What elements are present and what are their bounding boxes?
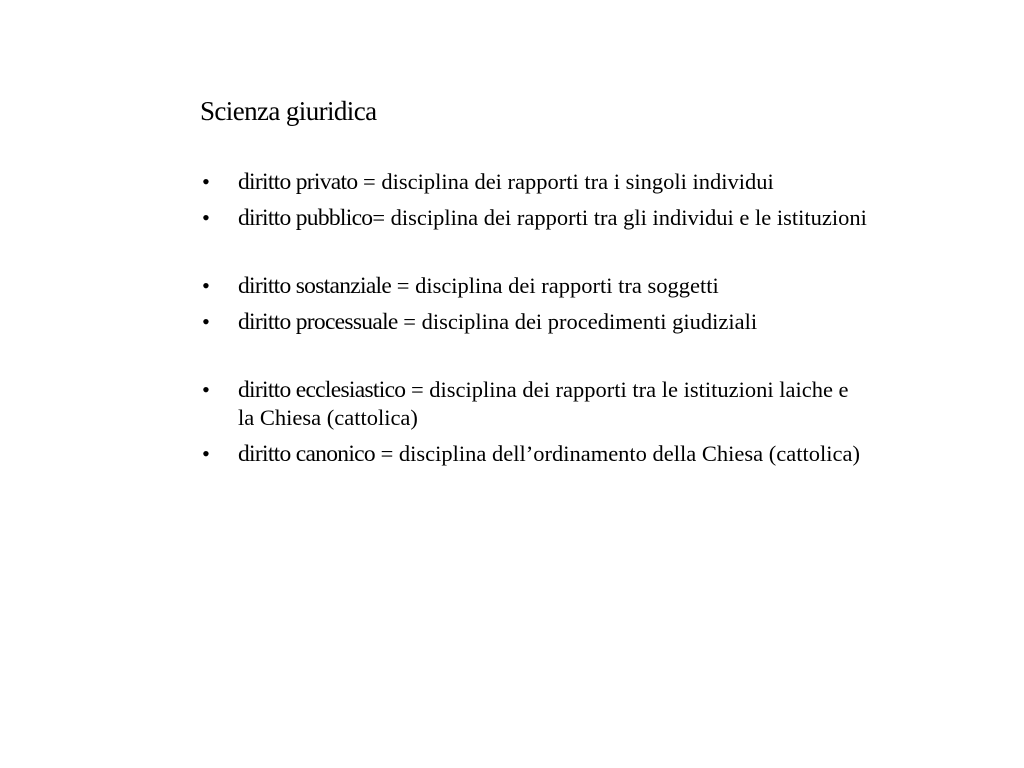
- bullet-dot-icon: •: [202, 441, 210, 466]
- bullet-term: diritto processuale: [238, 309, 398, 335]
- bullet-text: = disciplina dell’ordinamento della Chiesa (cattolica): [374, 441, 860, 466]
- bullet-term: diritto sostanziale: [238, 273, 392, 299]
- bullet-term: diritto pubblico: [238, 205, 373, 231]
- bullet-item-diritto-pubblico: [200, 204, 868, 232]
- bullet-text: = disciplina dei rapporti tra i singoli individui: [357, 169, 774, 194]
- bullet-dot-icon: •: [202, 169, 210, 194]
- bullet-dot-icon: •: [202, 273, 210, 298]
- bullet-text: = disciplina dei rapporti tra gli individui e le istituzioni: [372, 205, 867, 230]
- bullet-dot-icon: •: [202, 377, 210, 402]
- bullet-term: diritto privato: [238, 169, 358, 195]
- bullet-item-diritto-sostanziale: [200, 272, 868, 300]
- bullet-text: = disciplina dei procedimenti giudiziali: [397, 309, 758, 334]
- bullet-item-diritto-ecclesiastico: [200, 376, 868, 432]
- bullet-text: = disciplina dei rapporti tra le istituzioni laiche e la Chiesa (cattolica): [238, 377, 849, 430]
- bullet-dot-icon: •: [202, 205, 210, 230]
- bullet-dot-icon: •: [202, 309, 210, 334]
- bullet-text: = disciplina dei rapporti tra soggetti: [391, 273, 719, 298]
- bullet-item-diritto-canonico: [200, 440, 868, 468]
- bullet-term: diritto canonico: [238, 441, 375, 467]
- bullet-item-diritto-privato: [200, 168, 868, 196]
- slide-title: Scienza giuridica: [200, 96, 377, 126]
- bullet-term: diritto ecclesiastico: [238, 377, 406, 403]
- bullet-list: [200, 168, 880, 476]
- bullet-item-diritto-processuale: [200, 308, 868, 336]
